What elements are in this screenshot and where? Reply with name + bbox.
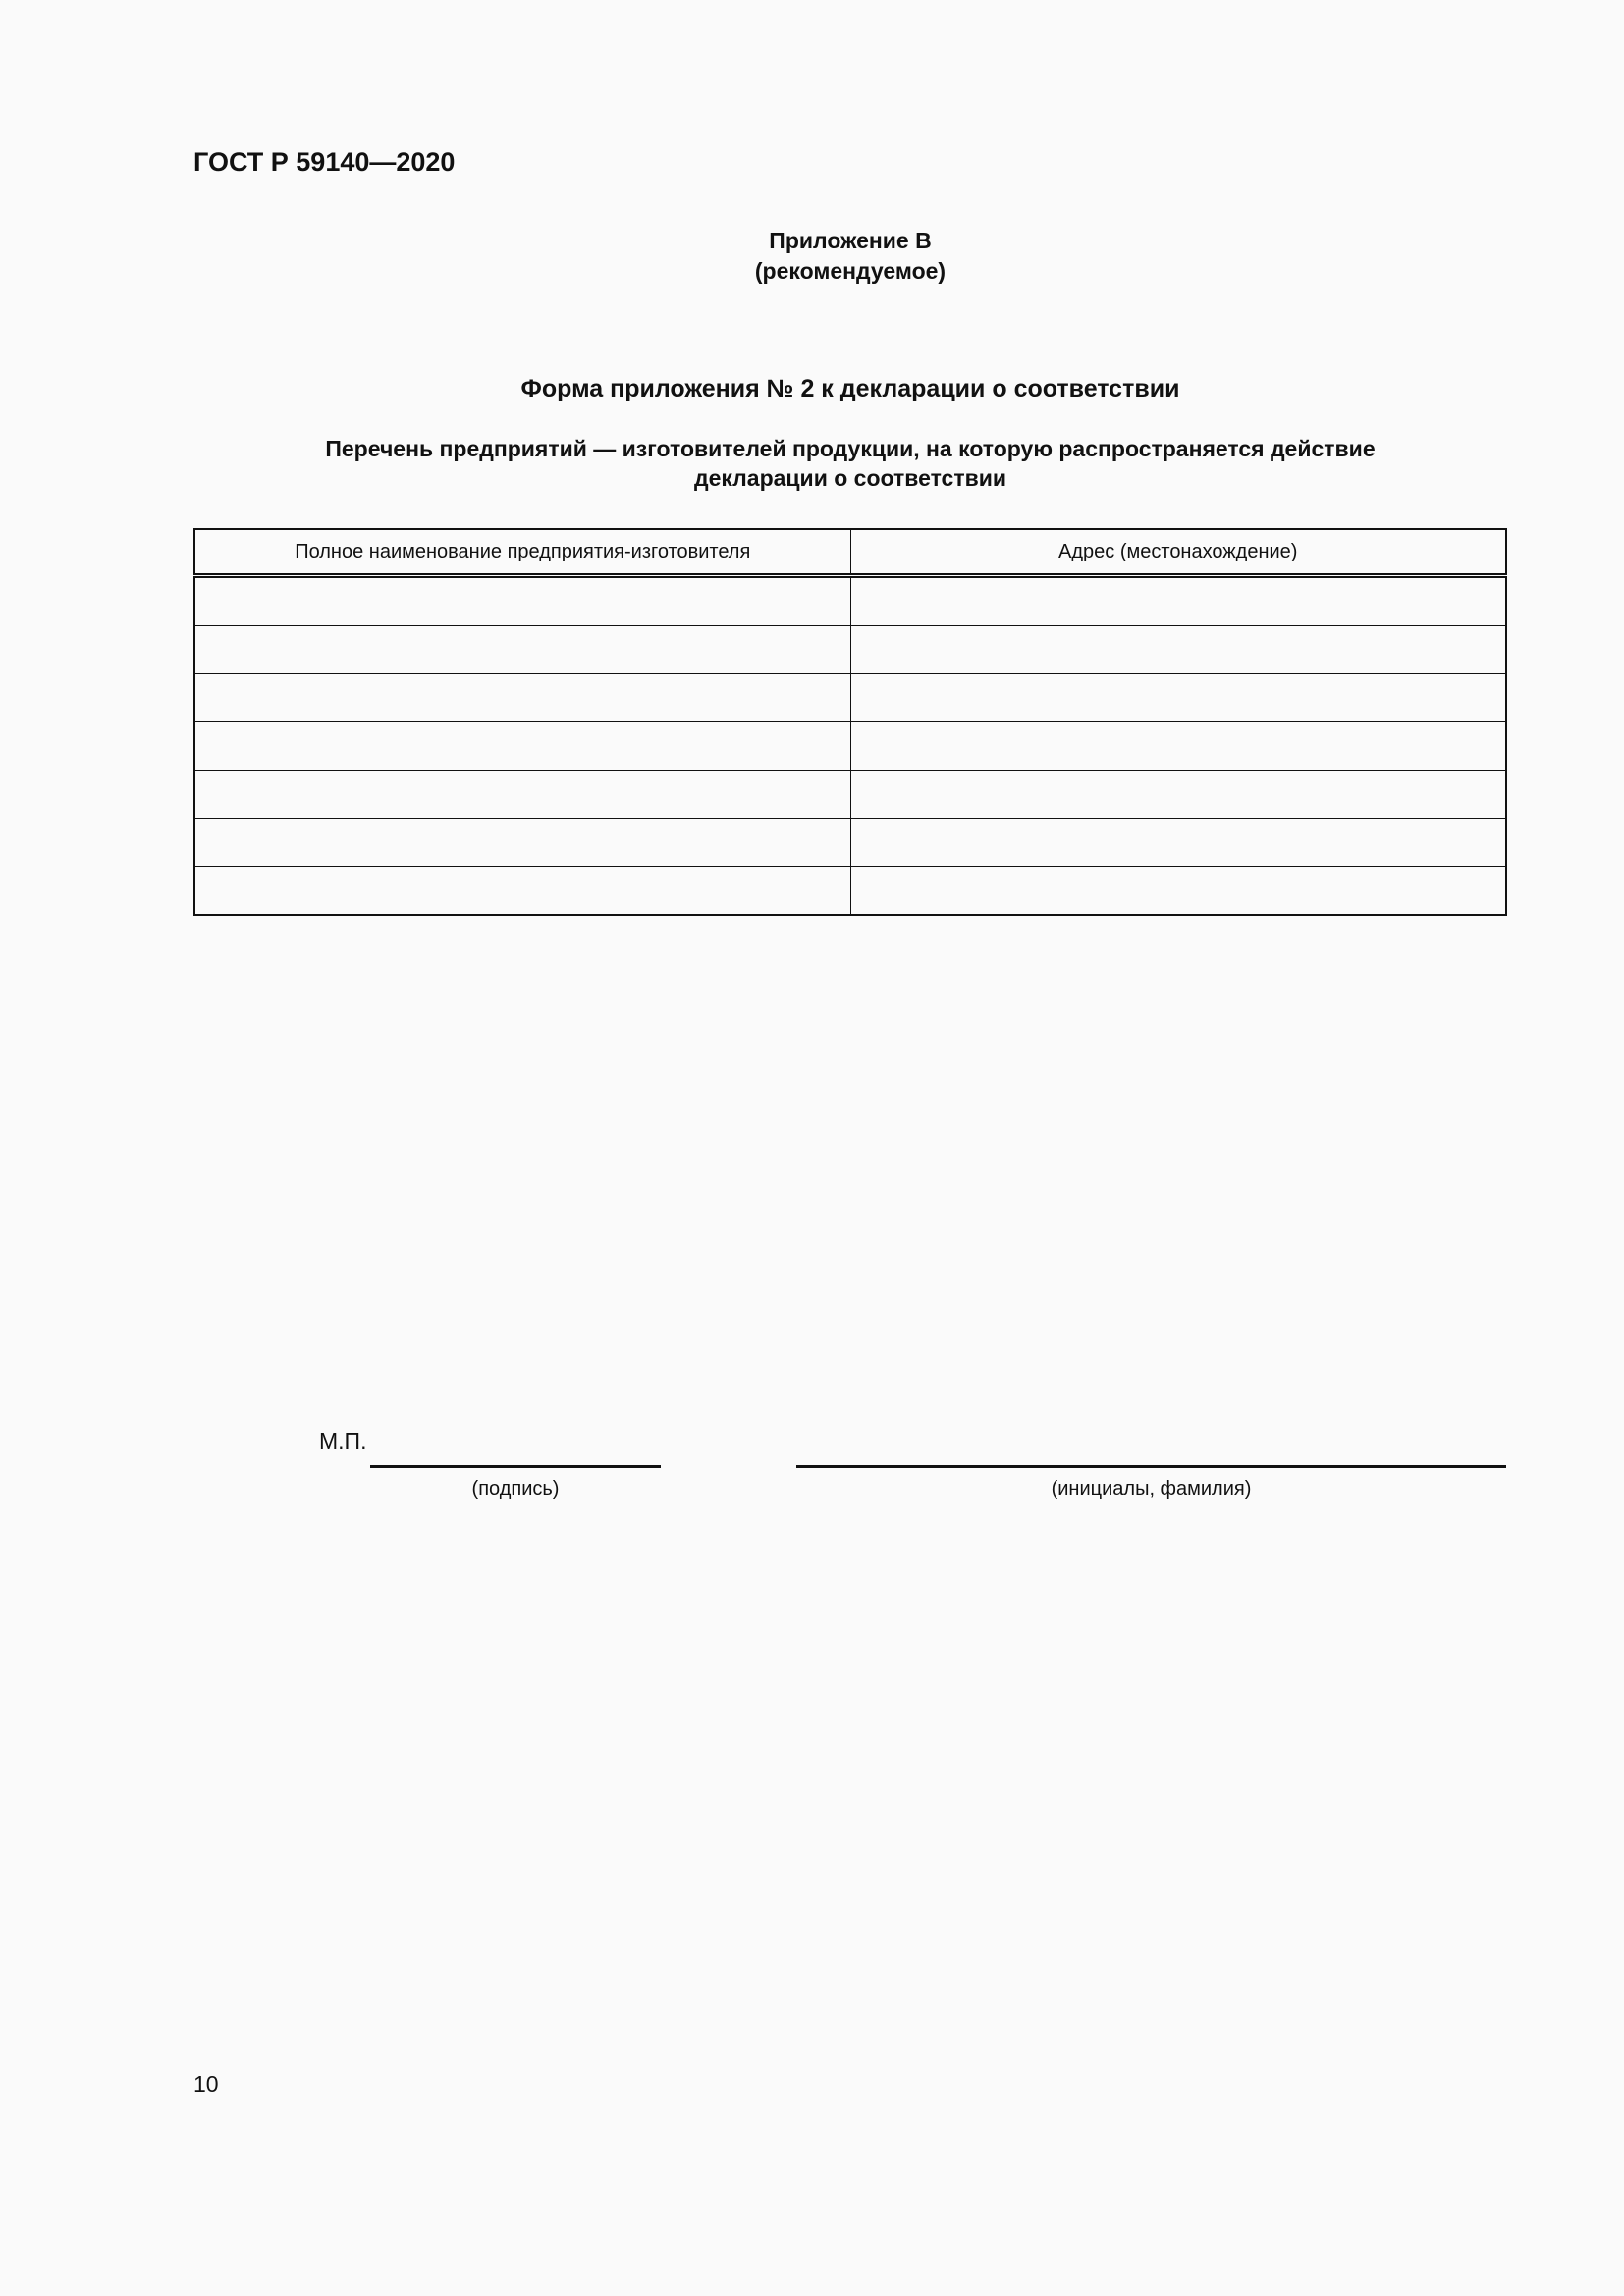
manufacturers-table [193,528,1507,916]
standard-number: ГОСТ Р 59140—2020 [193,147,456,177]
appendix-title: Приложение В [769,228,932,253]
name-cell[interactable] [194,819,850,867]
name-cell[interactable] [194,576,850,626]
name-cell[interactable] [194,771,850,819]
address-cell[interactable] [850,626,1506,674]
name-caption: (инициалы, фамилия) [1051,1478,1252,1500]
column-header-address: Адрес (местонахождение) [850,529,1506,576]
table-row [194,626,1506,674]
address-cell[interactable] [850,771,1506,819]
name-cell[interactable] [194,722,850,771]
table-row [194,674,1506,722]
table-row [194,867,1506,916]
stamp-label: М.П. [319,1428,367,1454]
address-cell[interactable] [850,674,1506,722]
name-line[interactable] [796,1465,1506,1468]
name-cell[interactable] [194,674,850,722]
form-subtitle [193,434,1507,493]
table-header-row [194,529,1506,576]
address-cell[interactable] [850,819,1506,867]
table-row [194,771,1506,819]
page-number: 10 [193,2071,219,2097]
table-row [194,576,1506,626]
table-row [194,722,1506,771]
name-cell[interactable] [194,867,850,916]
appendix-status: (рекомендуемое) [754,258,947,284]
form-title: Форма приложения № 2 к декларации о соответствии [520,375,1180,402]
table-row [194,819,1506,867]
column-header-name: Полное наименование предприятия-изготовителя [194,529,850,576]
address-cell[interactable] [850,576,1506,626]
subtitle-line-1: Перечень предприятий — изготовителей продукции, на которую распространяется действие [325,436,1376,461]
subtitle-line-2: декларации о соответствии [693,465,1006,491]
signature-caption: (подпись) [471,1478,560,1500]
signature-line[interactable] [370,1465,661,1468]
address-cell[interactable] [850,867,1506,916]
appendix-heading [193,226,1507,287]
address-cell[interactable] [850,722,1506,771]
name-cell[interactable] [194,626,850,674]
